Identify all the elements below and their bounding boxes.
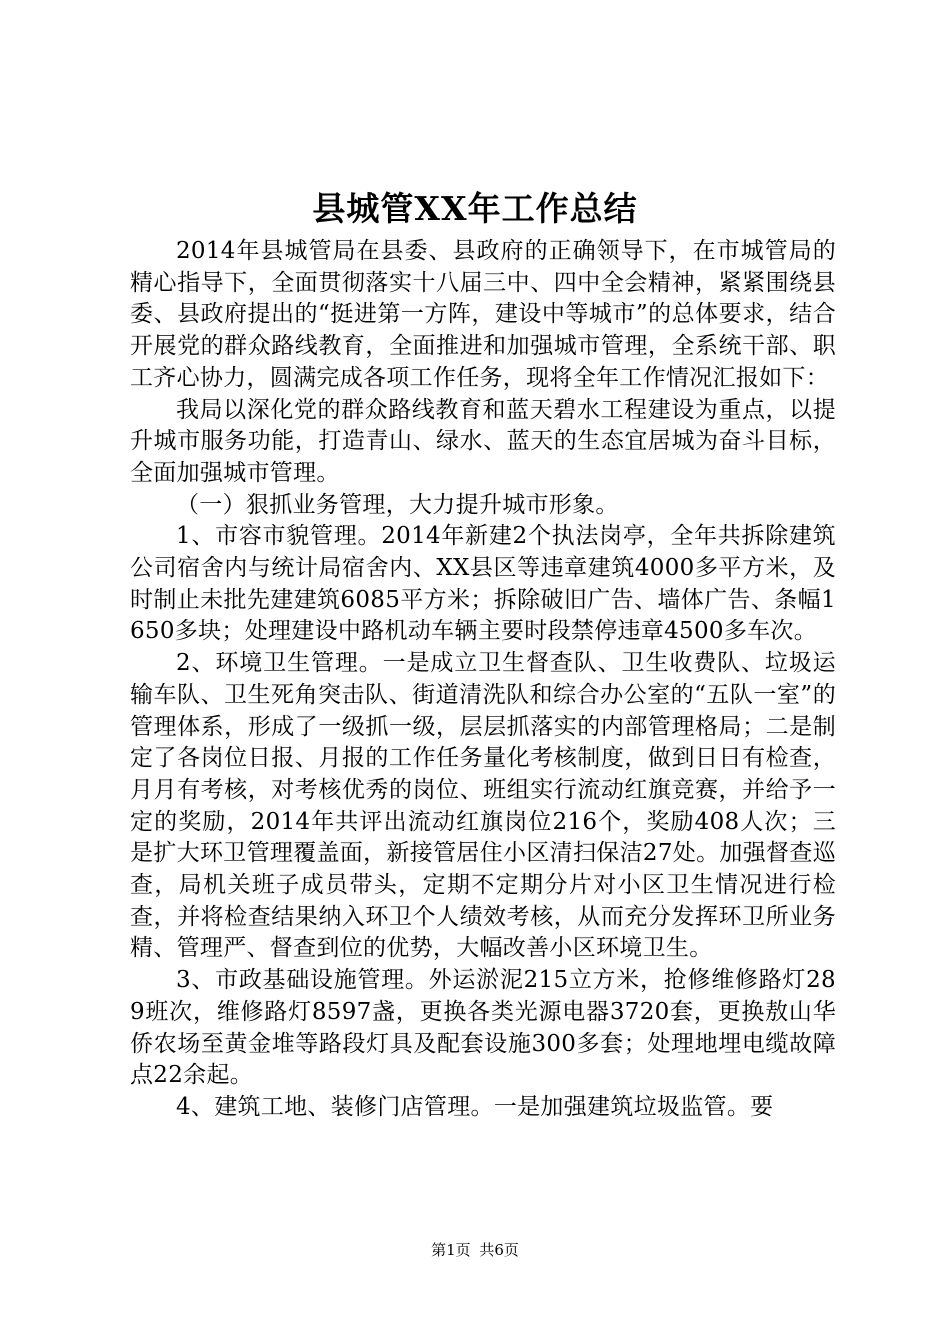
page-number: 第1页 xyxy=(431,1241,471,1259)
document-body xyxy=(130,236,836,1124)
page-footer xyxy=(0,1240,950,1260)
paragraph-item-2: 2、环境卫生管理。一是成立卫生督查队、卫生收费队、垃圾运输车队、卫生死角突击队、街道清洗队和综合办公室的“五队一室”的管理体系，形成了一级抓一级，层层抓落实的内部管理格局；二是制定了各岗位日报、月报的工作任务量化考核制度，做到日日有检查，月月有考核，对考核优秀的岗位、班组实行流动红旗竞赛，并给予一定的奖励，2014年共评出流动红旗岗位216个，奖励408人次；三是扩大环卫管理覆盖面，新接管居住小区清扫保洁27处。加强督查巡查，局机关班子成员带头，定期不定期分片对小区卫生情况进行检查，并将检查结果纳入环卫个人绩效考核，从而充分发挥环卫所业务精、管理严、督查到位的优势，大幅改善小区环境卫生。 xyxy=(130,650,836,962)
section-heading-1: （一）狠抓业务管理，大力提升城市形象。 xyxy=(176,491,619,518)
paragraph-item-3: 3、市政基础设施管理。外运淤泥215立方米，抢修维修路灯289班次，维修路灯8597盏，更换各类光源电器3720套，更换敖山华侨农场至黄金堆等路段灯具及配套设施300多套；处理地埋电缆故障点22余起。 xyxy=(130,967,836,1089)
page-total: 共6页 xyxy=(479,1241,519,1259)
paragraph-goal: 我局以深化党的群众路线教育和蓝天碧水工程建设为重点，以提升城市服务功能，打造青山、绿水、蓝天的生态宜居城为奋斗目标，全面加强城市管理。 xyxy=(130,396,836,486)
document-title: 县城管XX年工作总结 xyxy=(312,189,638,228)
paragraph-intro: 2014年县城管局在县委、县政府的正确领导下，在市城管局的精心指导下，全面贯彻落实十八届三中、四中全会精神，紧紧围绕县委、县政府提出的“挺进第一方阵，建设中等城市”的总体要求，结合开展党的群众路线教育，全面推进和加强城市管理，全系统干部、职工齐心协力，圆满完成各项工作任务，现将全年工作情况汇报如下： xyxy=(130,238,836,391)
paragraph-item-1: 1、市容市貌管理。2014年新建2个执法岗亭，全年共拆除建筑公司宿舍内与统计局宿舍内、XX县区等违章建筑4000多平方米，及时制止未批先建建筑6085平方米；拆除破旧广告、墙体广告、条幅1650多块；处理建设中路机动车辆主要时段禁停违章4500多车次。 xyxy=(130,523,836,645)
paragraph-item-4: 4、建筑工地、装修门店管理。一是加强建筑垃圾监管。要 xyxy=(176,1093,774,1120)
